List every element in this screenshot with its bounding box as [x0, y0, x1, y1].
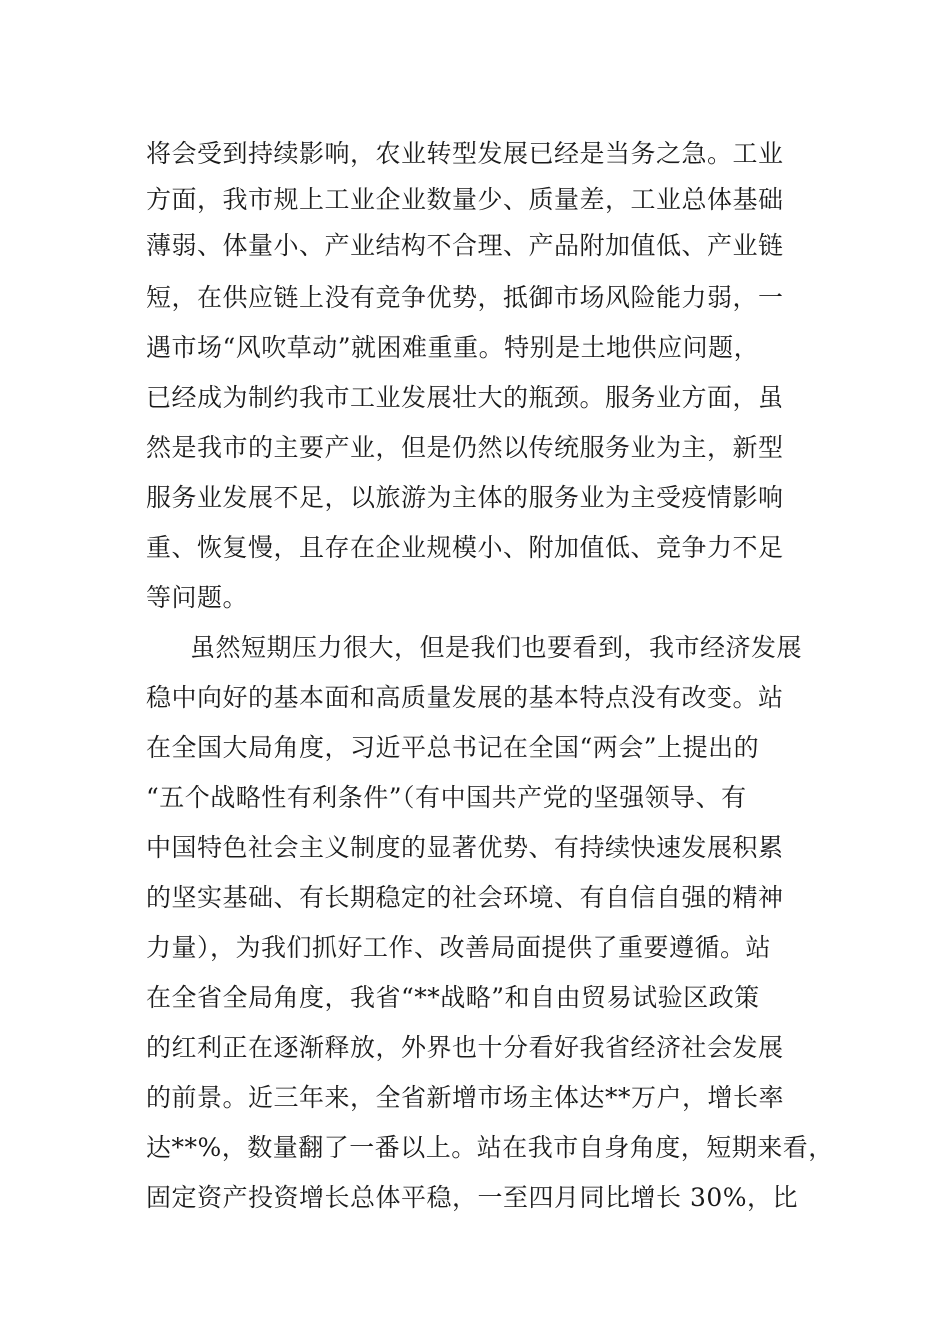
text-line: 固定资产投资增长总体平稳，一至四月同比增长 30%，比 — [146, 1183, 799, 1212]
text-line: 在全省全局角度，我省“**战略”和自由贸易试验区政策 — [146, 983, 760, 1012]
text-line: 稳中向好的基本面和高质量发展的基本特点没有改变。站 — [146, 683, 784, 712]
text-line: 遇市场“风吹草动”就困难重重。特别是土地供应问题， — [146, 333, 760, 362]
text-line: 方面，我市规上工业企业数量少、质量差，工业总体基础 — [146, 185, 784, 214]
text-line: 的前景。近三年来，全省新增市场主体达**万户，增长率 — [146, 1083, 785, 1112]
text-line: 短，在供应链上没有竞争优势，抵御市场风险能力弱，一 — [146, 283, 784, 312]
text-line: 中国特色社会主义制度的显著优势、有持续快速发展积累 — [146, 833, 784, 862]
text-line: 已经成为制约我市工业发展壮大的瓶颈。服务业方面，虽 — [146, 383, 784, 412]
text-line: 的红利正在逐渐释放，外界也十分看好我省经济社会发展 — [146, 1033, 784, 1062]
text-line: 的坚实基础、有长期稳定的社会环境、有自信自强的精神 — [146, 883, 784, 912]
text-line: 然是我市的主要产业，但是仍然以传统服务业为主，新型 — [146, 433, 784, 462]
text-line: 将会受到持续影响，农业转型发展已经是当务之急。工业 — [146, 139, 784, 168]
text-line: 达**%，数量翻了一番以上。站在我市自身角度，短期来看， — [146, 1133, 834, 1162]
text-line: 等问题。 — [146, 583, 249, 612]
text-line: 在全国大局角度，习近平总书记在全国“两会”上提出的 — [146, 733, 760, 762]
text-line: “五个战略性有利条件”（有中国共产党的坚强领导、有 — [146, 783, 747, 812]
text-line: 服务业发展不足，以旅游为主体的服务业为主受疫情影响 — [146, 483, 784, 512]
paragraph-first-line: 虽然短期压力很大，但是我们也要看到，我市经济发展 — [190, 633, 803, 662]
text-line: 重、恢复慢，且存在企业规模小、附加值低、竞争力不足 — [146, 533, 784, 562]
text-line: 力量），为我们抓好工作、改善局面提供了重要遵循。站 — [146, 933, 772, 962]
text-line: 薄弱、体量小、产业结构不合理、产品附加值低、产业链 — [146, 231, 784, 260]
